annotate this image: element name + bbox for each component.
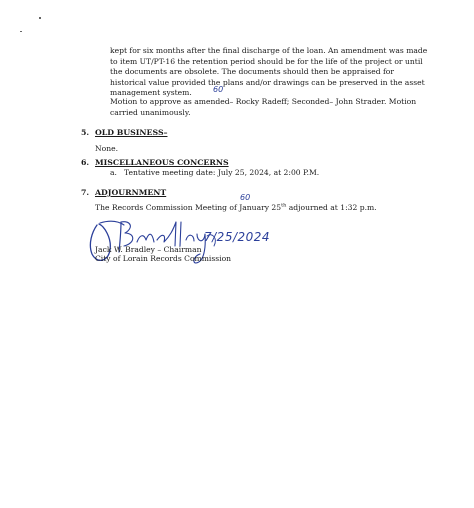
handwritten-correction: 60 bbox=[240, 193, 251, 202]
section-title: OLD BUSINESS– bbox=[95, 128, 168, 137]
scan-speck bbox=[39, 17, 41, 19]
signatory-organization: City of Lorain Records Commission bbox=[95, 254, 232, 263]
motion-paragraph: Motion to approve as amended– Rocky Radeff; Seconded– John Strader. Motion carried unanimously. bbox=[110, 97, 417, 117]
old-business-body: None. bbox=[95, 144, 119, 153]
section-title: ADJOURNMENT bbox=[95, 188, 167, 197]
adjournment-text-end: adjourned at 1:32 p.m. bbox=[286, 203, 377, 212]
adjournment-body bbox=[95, 203, 377, 213]
ordinal-suffix: th bbox=[281, 202, 287, 209]
adjournment-text: The Records Commission Meeting of January 25 bbox=[95, 203, 282, 212]
misc-item bbox=[110, 168, 319, 178]
section-title: MISCELLANEOUS CONCERNS bbox=[95, 158, 229, 167]
handwritten-correction: 60 bbox=[213, 85, 224, 94]
section-number: 5. bbox=[81, 128, 90, 137]
retention-paragraph: kept for six months after the final discharge of the loan. An amendment was made to item UT/PT-16 the retention period should be for the life of the project or until the documents are obsolete. The documents should then be appraised for historical value provided the plans and/or drawings can be preserved in the asset management system. bbox=[110, 46, 428, 98]
item-text: Tentative meeting date: July 25, 2024, at 2:00 P.M. bbox=[124, 168, 320, 177]
section-number: 7. bbox=[81, 188, 90, 197]
section-number: 6. bbox=[81, 158, 90, 167]
scan-speck bbox=[20, 31, 22, 32]
handwritten-date: 7/25/2024 bbox=[204, 230, 271, 244]
item-letter: a. bbox=[110, 168, 117, 177]
signatory-name: Jack W. Bradley – Chairman bbox=[95, 245, 202, 254]
